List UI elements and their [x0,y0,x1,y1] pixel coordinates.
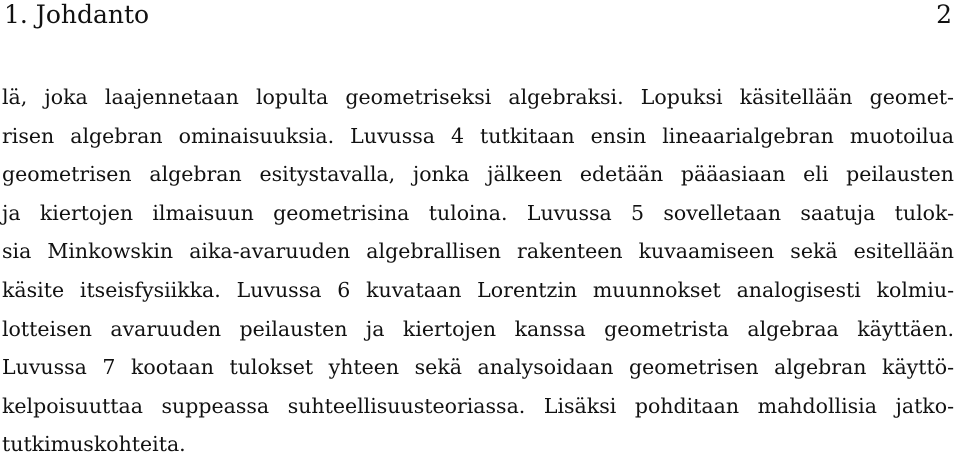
text-line: tutkimuskohteita. [2,432,186,457]
text-line: ja kiertojen ilmaisuun geometrisina tuloina. Luvussa 5 sovelletaan saatuja tulok- [2,200,954,225]
text-line: Luvussa 7 kootaan tulokset yhteen sekä analysoidaan geometrisen algebran käyttö- [2,355,954,380]
text-line: lä, joka laajennetaan lopulta geometriseksi algebraksi. Lopuksi käsitellään geomet- [2,85,954,109]
text-line: käsite itseisfysiikka. Luvussa 6 kuvataan Lorentzin muunnokset analogisesti kolmiu- [2,277,954,302]
text-line: risen algebran ominaisuuksia. Luvussa 4 tutkitaan ensin lineaarialgebran muotoilua [2,123,954,148]
page-number: 2 [936,0,952,29]
running-header [0,0,960,34]
body-paragraph [2,78,954,464]
text-line: geometrisen algebran esitystavalla, jonka jälkeen edetään pääasiaan eli peilausten [2,162,954,187]
text-line: kelpoisuuttaa suppeassa suhteellisuusteoriassa. Lisäksi pohditaan mahdollisia jatko- [2,393,954,418]
text-line: lotteisen avaruuden peilausten ja kiertojen kanssa geometrista algebraa käyttäen. [2,316,954,341]
chapter-title: 1. Johdanto [4,0,150,29]
text-line: sia Minkowskin aika-avaruuden algebrallisen rakenteen kuvaamiseen sekä esitellään [2,239,954,264]
